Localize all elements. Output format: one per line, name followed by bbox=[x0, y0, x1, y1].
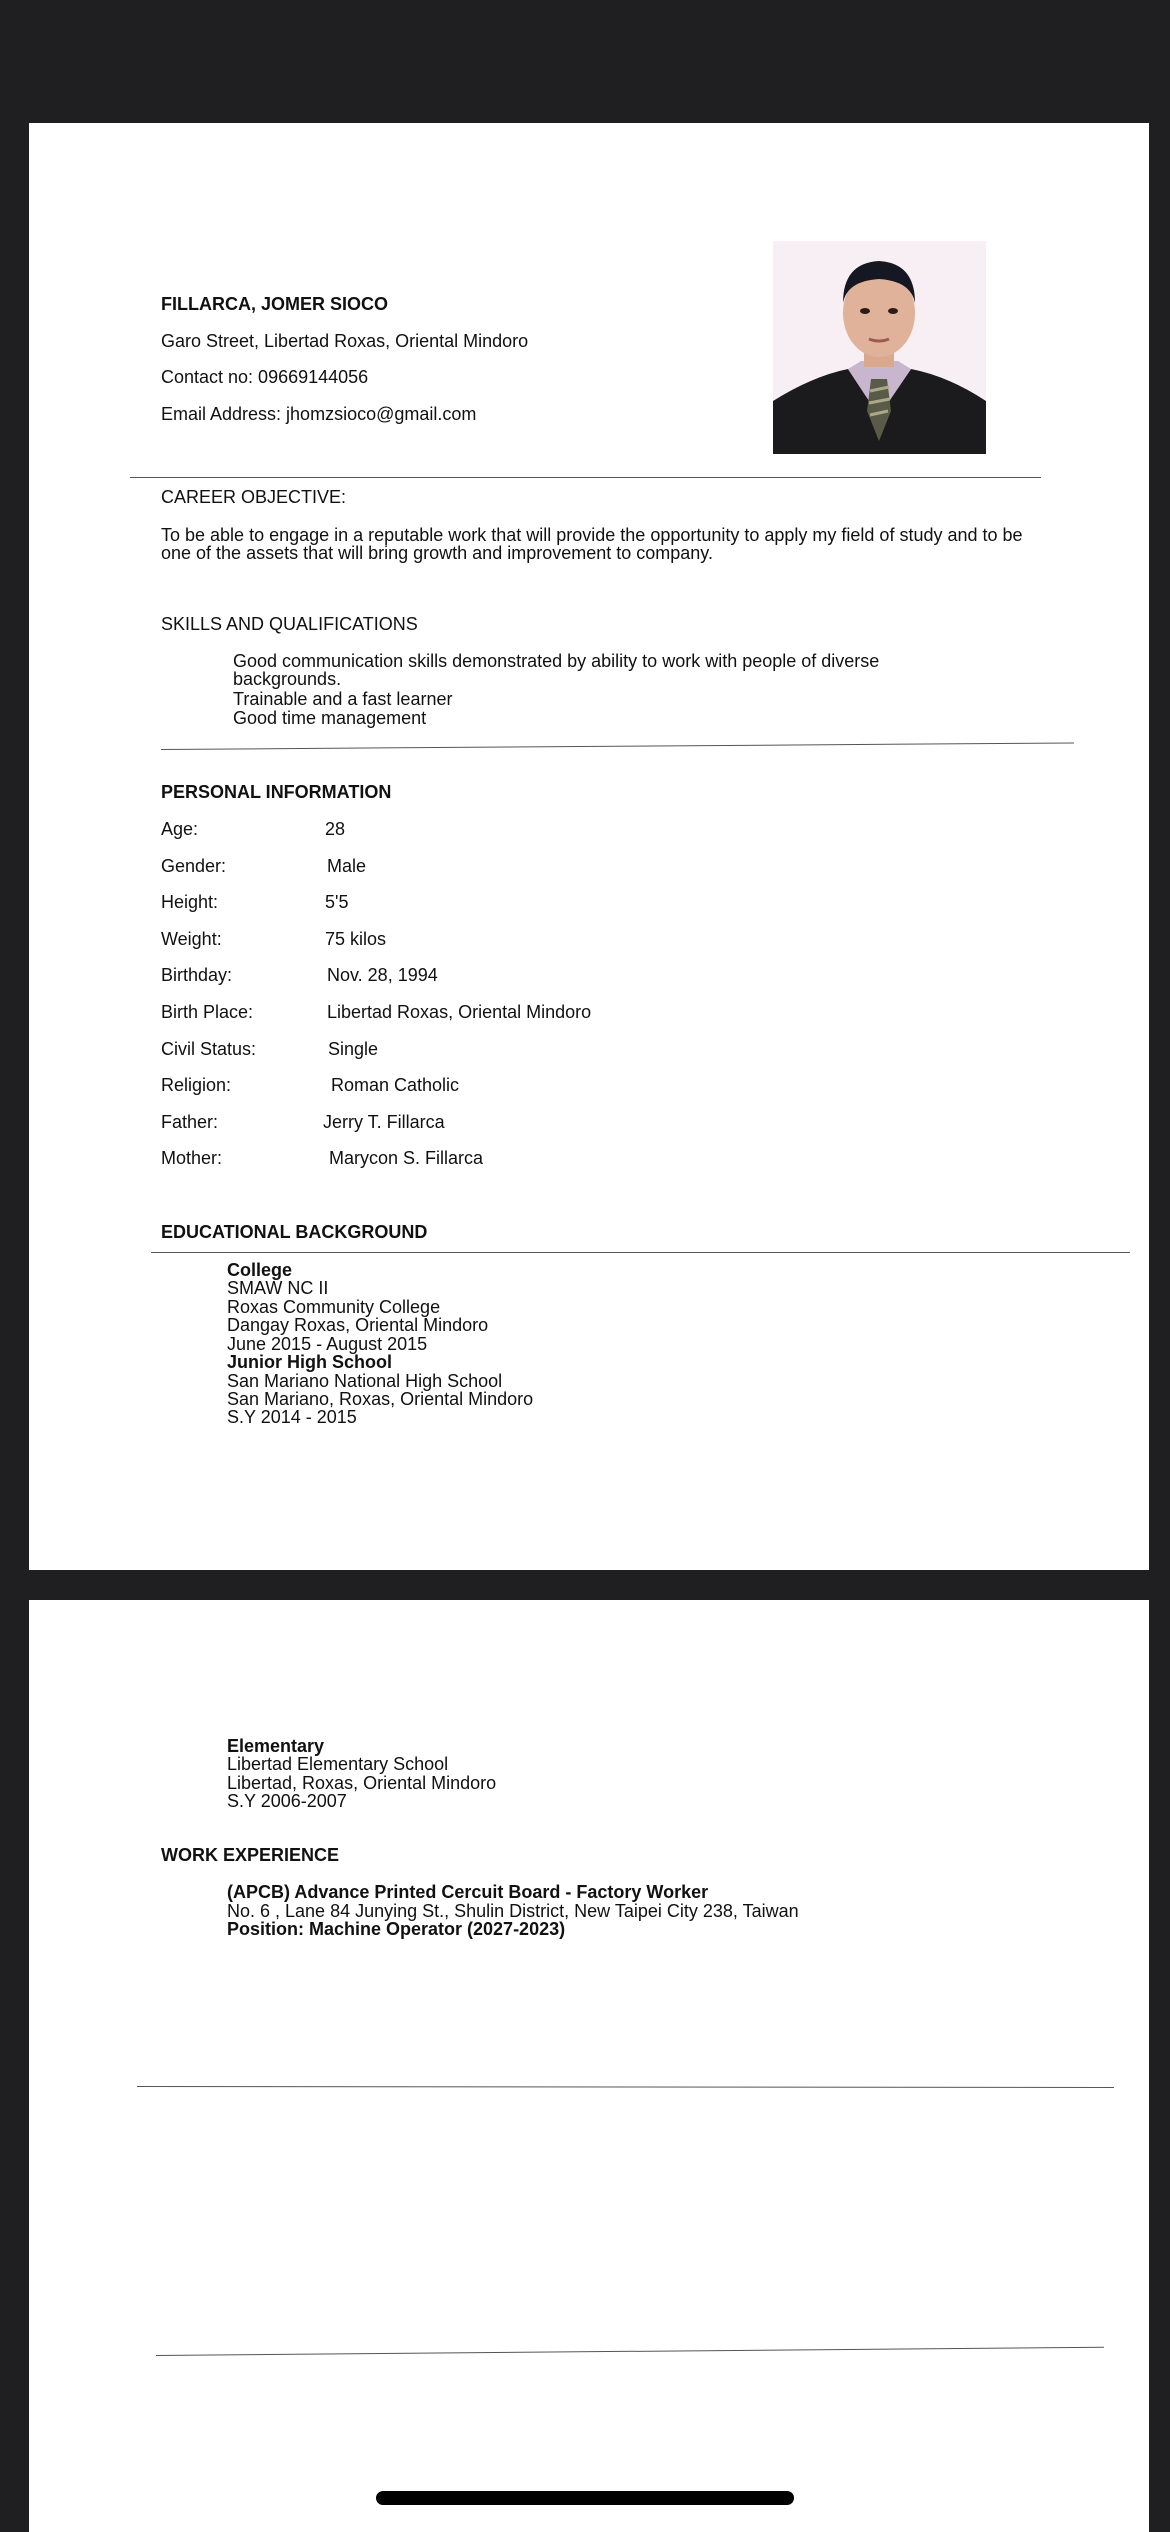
personal-value-civil-status: Single bbox=[328, 1039, 379, 1059]
personal-label-birthday: Birthday: bbox=[161, 965, 233, 985]
junior-high-location: San Mariano, Roxas, Oriental Mindoro bbox=[227, 1389, 534, 1409]
applicant-name: FILLARCA, JOMER SIOCO bbox=[161, 294, 389, 314]
personal-label-gender: Gender: bbox=[161, 856, 227, 876]
elementary-years: S.Y 2006-2007 bbox=[227, 1791, 347, 1811]
personal-value-mother: Marycon S. Fillarca bbox=[329, 1148, 484, 1168]
career-objective-text: To be able to engage in a reputable work that will provide the opportunity to apply my field of study and to be one of the assets that will bring growth and improvement to company. bbox=[161, 525, 1023, 563]
work-experience-heading: WORK EXPERIENCE bbox=[161, 1845, 340, 1865]
work-company: (APCB) Advance Printed Cercuit Board - Factory Worker bbox=[227, 1882, 709, 1902]
college-years: June 2015 - August 2015 bbox=[227, 1334, 428, 1354]
work-address: No. 6 , Lane 84 Junying St., Shulin District, New Taipei City 238, Taiwan bbox=[227, 1901, 799, 1921]
personal-value-birth-place: Libertad Roxas, Oriental Mindoro bbox=[327, 1002, 592, 1022]
elementary-level: Elementary bbox=[227, 1736, 325, 1756]
education-heading: EDUCATIONAL BACKGROUND bbox=[161, 1222, 428, 1242]
divider-line bbox=[151, 1252, 1130, 1253]
personal-value-birthday: Nov. 28, 1994 bbox=[327, 965, 438, 985]
divider-line bbox=[137, 2086, 1114, 2088]
personal-value-gender: Male bbox=[327, 856, 367, 876]
college-location: Dangay Roxas, Oriental Mindoro bbox=[227, 1315, 489, 1335]
personal-label-civil-status: Civil Status: bbox=[161, 1039, 257, 1059]
divider-line bbox=[156, 2347, 1104, 2356]
skill-item: Good time management bbox=[233, 708, 427, 728]
college-course: SMAW NC II bbox=[227, 1278, 329, 1298]
personal-label-age: Age: bbox=[161, 819, 199, 839]
divider-line bbox=[161, 742, 1074, 750]
elementary-location: Libertad, Roxas, Oriental Mindoro bbox=[227, 1773, 497, 1793]
skills-heading: SKILLS AND QUALIFICATIONS bbox=[161, 614, 418, 634]
personal-value-age: 28 bbox=[325, 819, 346, 839]
applicant-address: Garo Street, Libertad Roxas, Oriental Mindoro bbox=[161, 331, 529, 351]
personal-label-height: Height: bbox=[161, 892, 219, 912]
resume-page-2 bbox=[29, 1600, 1149, 2532]
personal-info-heading: PERSONAL INFORMATION bbox=[161, 782, 392, 802]
personal-label-religion: Religion: bbox=[161, 1075, 232, 1095]
junior-high-years: S.Y 2014 - 2015 bbox=[227, 1407, 357, 1427]
personal-label-birth-place: Birth Place: bbox=[161, 1002, 254, 1022]
personal-value-height: 5'5 bbox=[325, 892, 349, 912]
applicant-contact: Contact no: 09669144056 bbox=[161, 367, 369, 387]
skill-item: Good communication skills demonstrated by ability to work with people of diverse backgrounds. bbox=[233, 651, 880, 689]
junior-high-level: Junior High School bbox=[227, 1352, 392, 1372]
elementary-school: Libertad Elementary School bbox=[227, 1754, 449, 1774]
resume-page-1 bbox=[29, 123, 1149, 1570]
career-objective-heading: CAREER OBJECTIVE: bbox=[161, 487, 347, 507]
personal-value-father: Jerry T. Fillarca bbox=[323, 1112, 445, 1132]
applicant-email: Email Address: jhomzsioco@gmail.com bbox=[161, 404, 477, 424]
personal-value-weight: 75 kilos bbox=[325, 929, 387, 949]
college-level: College bbox=[227, 1260, 293, 1280]
work-position: Position: Machine Operator (2027-2023) bbox=[227, 1919, 566, 1939]
college-school: Roxas Community College bbox=[227, 1297, 441, 1317]
personal-label-weight: Weight: bbox=[161, 929, 222, 949]
applicant-photo bbox=[773, 241, 986, 454]
personal-value-religion: Roman Catholic bbox=[331, 1075, 460, 1095]
personal-label-father: Father: bbox=[161, 1112, 219, 1132]
portrait-image bbox=[773, 241, 986, 454]
junior-high-school: San Mariano National High School bbox=[227, 1371, 503, 1391]
skill-item: Trainable and a fast learner bbox=[233, 689, 453, 709]
personal-label-mother: Mother: bbox=[161, 1148, 223, 1168]
divider-line bbox=[130, 477, 1041, 478]
home-indicator[interactable] bbox=[376, 2491, 794, 2505]
